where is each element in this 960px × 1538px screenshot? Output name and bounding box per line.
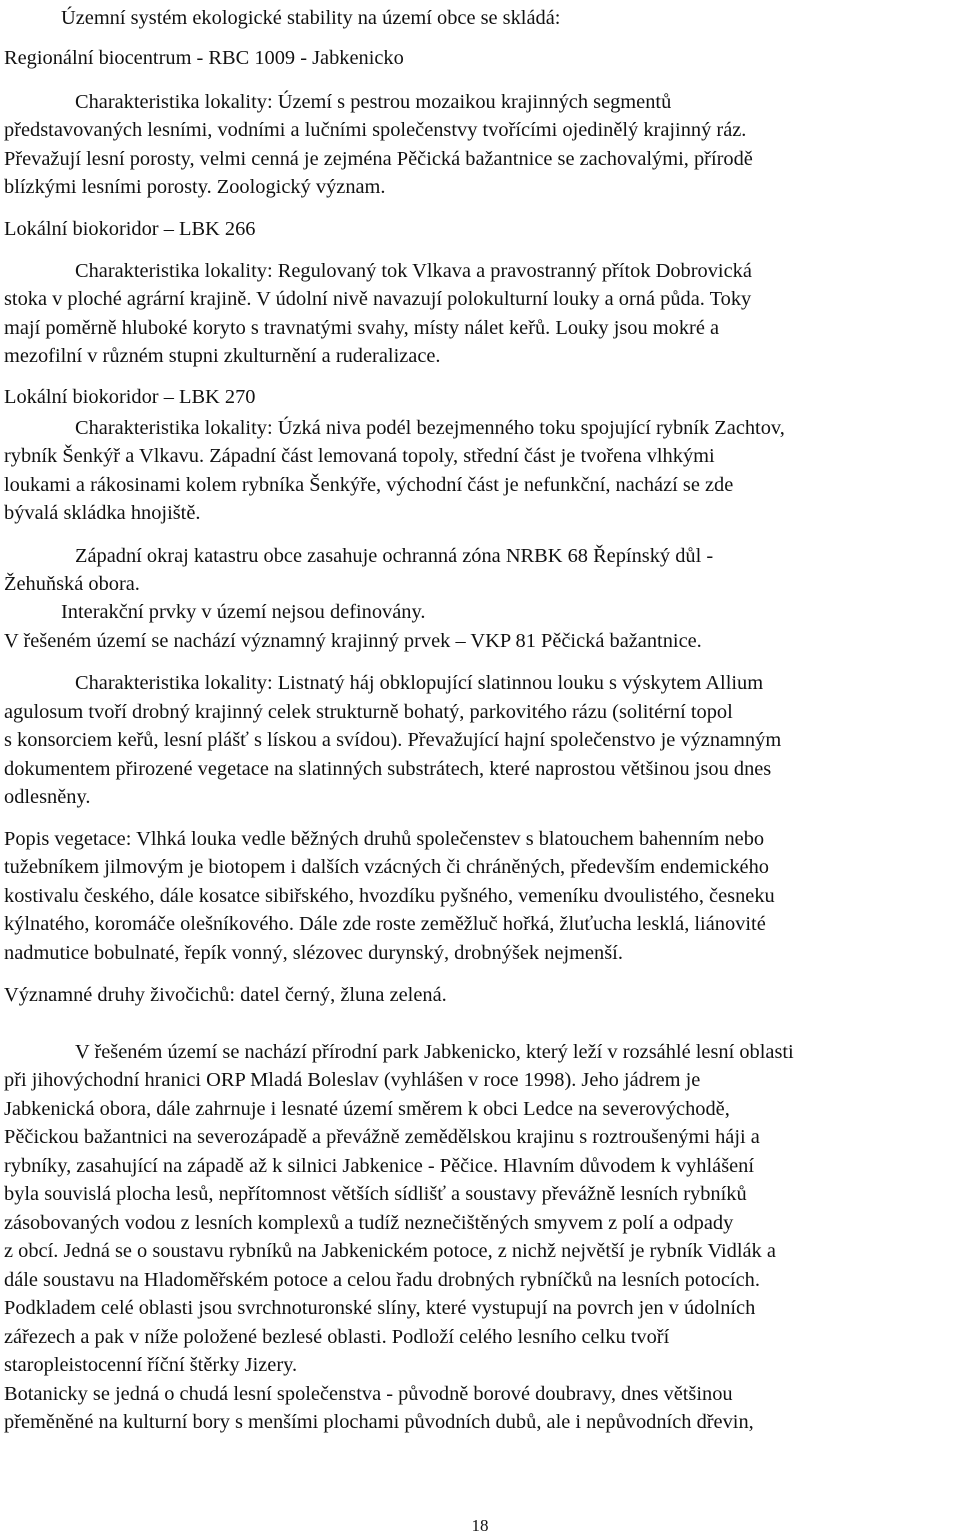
- text-line: Žehuňská obora.: [4, 573, 140, 595]
- text-line: V řešeném území se nachází přírodní park Jabkenicko, který leží v rozsáhlé lesní oblasti: [75, 1041, 794, 1063]
- text-line: rybník Šenkýř a Vlkavu. Západní část lemovaná topoly, střední část je tvořena vlhkými: [4, 445, 715, 467]
- text-line: dále soustavu na Hladoměřském potoce a celou řadu drobných rybníčků na lesních potocích.: [4, 1269, 760, 1291]
- section-heading: Lokální biokoridor – LBK 270: [4, 386, 256, 408]
- text-line: Pěčickou bažantnici na severozápadě a převážně zemědělskou krajinu s roztroušenými háji a: [4, 1126, 760, 1148]
- text-line: z obcí. Jedná se o soustavu rybníků na Jabkenickém potoce, z nichž největší je rybník Vidlák a: [4, 1240, 776, 1262]
- text-line: Charakteristika lokality: Území s pestrou mozaikou krajinných segmentů: [75, 91, 672, 113]
- text-line: nadmutice bobulnaté, řepík vonný, slézovec durynský, drobnýšek nejmenší.: [4, 942, 623, 964]
- page-number: 18: [471, 1516, 489, 1535]
- text-line: představovaných lesními, vodními a lučními společenstvy tvořícími ojedinělý krajinný ráz.: [4, 119, 747, 141]
- text-line: bývalá skládka hnojiště.: [4, 502, 201, 524]
- text-line: zásobovaných vodou z lesních komplexů a tudíž neznečištěných smyvem z polí a odpady: [4, 1212, 734, 1234]
- text-line: mezofilní v různém stupni zkulturnění a ruderalizace.: [4, 345, 441, 367]
- text-line: tužebníkem jilmovým je biotopem i dalších vzácných či chráněných, především endemického: [4, 856, 769, 878]
- text-line: V řešeném území se nachází významný krajinný prvek – VKP 81 Pěčická bažantnice.: [4, 630, 702, 652]
- text-line: Jabkenická obora, dále zahrnuje i lesnaté území směrem k obci Ledce na severovýchodě,: [4, 1098, 730, 1120]
- text-line: Regionální biocentrum - RBC 1009 - Jabkenicko: [4, 47, 404, 69]
- text-line: Botanicky se jedná o chudá lesní společenstva - původně borové doubravy, dnes většinou: [4, 1383, 733, 1405]
- text-line: kýlnatého, koromáče olešníkového. Dále zde roste zeměžluč hořká, žluťucha lesklá, liánovité: [4, 913, 766, 935]
- text-line: agulosum tvoří drobný krajinný celek strukturně bohatý, parkovitého rázu (solitérní topol: [4, 701, 733, 723]
- text-line: zářezech a pak v níže položené bezlesé oblasti. Podloží celého lesního celku tvoří: [4, 1326, 670, 1348]
- text-line: Podkladem celé oblasti jsou svrchnoturonské slíny, které vystupují na povrch jen v údolních: [4, 1297, 756, 1319]
- text-line: rybníky, zasahující na západě až k silnici Jabkenice - Pěčice. Hlavním důvodem k vyhlášení: [4, 1155, 755, 1177]
- text-line: byla souvislá plocha lesů, nepřítomnost větších sídlišť a soustavy převážně lesních rybníků: [4, 1183, 747, 1205]
- text-line: Charakteristika lokality: Listnatý háj obklopující slatinnou louku s výskytem Allium: [75, 672, 764, 694]
- text-line: mají poměrně hluboké koryto s travnatými svahy, místy nálet keřů. Louky jsou mokré a: [4, 317, 720, 339]
- text-line: s konsorciem keřů, lesní plášť s lískou a svídou). Převažující hajní společenstvo je významným: [4, 729, 782, 751]
- text-line: Územní systém ekologické stability na území obce se skládá:: [61, 7, 561, 29]
- text-line: kostivalu českého, dále kosatce sibiřského, hvozdíku pyšného, vemeníku dvoulistého, česneku: [4, 885, 775, 907]
- section-heading: Lokální biokoridor – LBK 266: [4, 218, 256, 240]
- text-line: stoka v ploché agrární krajině. V údolní nivě navazují polokulturní louky a orná půda. Toky: [4, 288, 752, 310]
- text-line: Popis vegetace: Vlhká louka vedle běžných druhů společenstev s blatouchem bahenním nebo: [4, 828, 765, 850]
- text-line: Západní okraj katastru obce zasahuje ochranná zóna NRBK 68 Řepínský důl -: [75, 545, 714, 567]
- text-line: Charakteristika lokality: Úzká niva podél bezejmenného toku spojující rybník Zachtov,: [75, 417, 785, 439]
- text-line: Významné druhy živočichů: datel černý, žluna zelená.: [4, 984, 447, 1006]
- text-line: přeměněné na kulturní bory s menšími plochami původních dubů, ale i nepůvodních dřevin,: [4, 1411, 754, 1433]
- text-line: Charakteristika lokality: Regulovaný tok Vlkava a pravostranný přítok Dobrovická: [75, 260, 752, 282]
- text-line: loukami a rákosinami kolem rybníka Šenkýře, východní část je nefunkční, nachází se zde: [4, 474, 734, 496]
- text-line: staropleistocenní říční štěrky Jizery.: [4, 1354, 298, 1376]
- text-line: odlesněny.: [4, 786, 91, 808]
- text-line: dokumentem přirozené vegetace na slatinných substrátech, které naprostou většinou jsou dnes: [4, 758, 772, 780]
- text-line: při jihovýchodní hranici ORP Mladá Boleslav (vyhlášen v roce 1998). Jeho jádrem je: [4, 1069, 701, 1091]
- text-line: Interakční prvky v území nejsou definovány.: [61, 601, 426, 623]
- text-line: Převažují lesní porosty, velmi cenná je zejména Pěčická bažantnice se zachovalými, přírodě: [4, 148, 753, 170]
- text-line: blízkými lesními porosty. Zoologický význam.: [4, 176, 386, 198]
